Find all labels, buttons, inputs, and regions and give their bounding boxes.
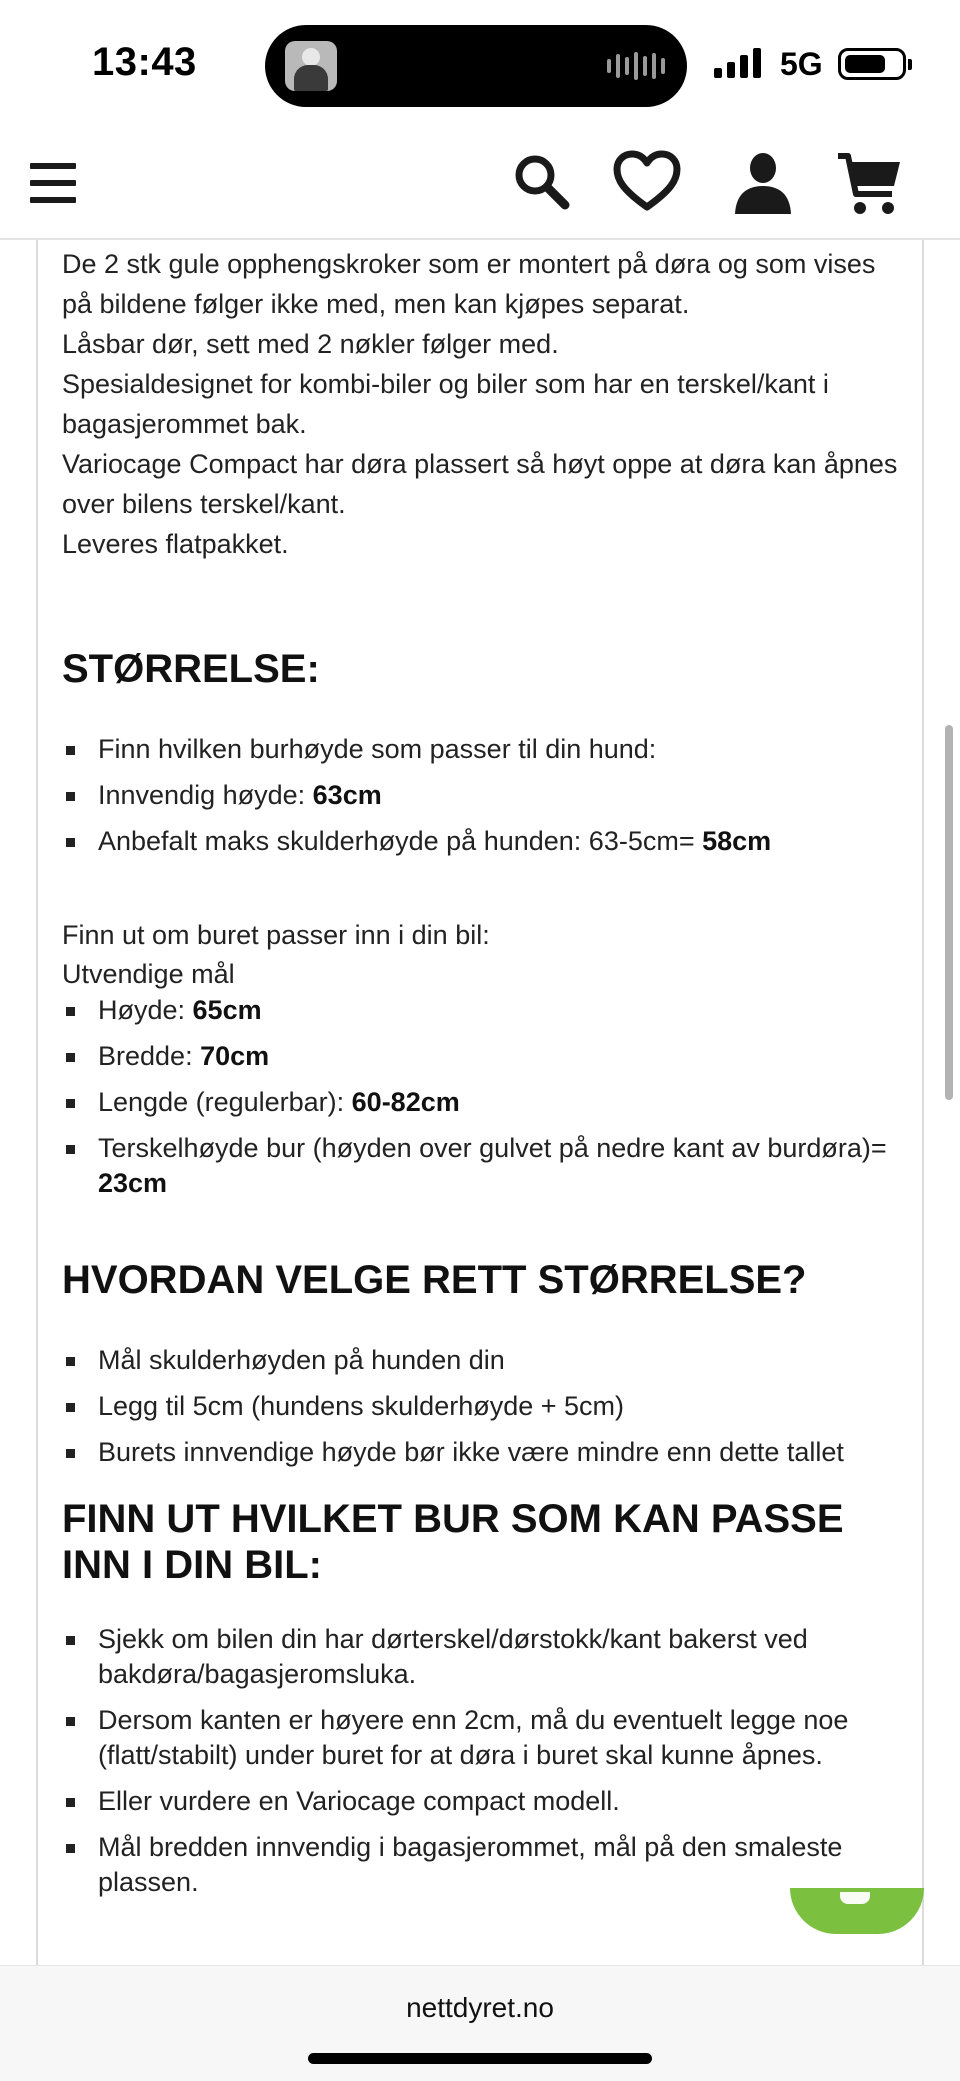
audio-waveform-icon xyxy=(607,52,665,80)
heart-icon[interactable] xyxy=(613,150,681,214)
cart-icon[interactable] xyxy=(836,150,902,220)
size-list xyxy=(62,732,902,859)
product-description xyxy=(38,180,922,1900)
fit-subheading: Utvendige mål xyxy=(62,959,235,989)
product-description-card xyxy=(36,180,924,1970)
network-type: 5G xyxy=(780,46,823,82)
menu-icon[interactable] xyxy=(30,163,76,203)
fit-intro xyxy=(62,915,902,993)
now-playing-thumbnail[interactable] xyxy=(285,41,337,91)
battery-icon xyxy=(838,48,906,80)
list-item: Dersom kanten er høyere enn 2cm, må du eventuelt legge noe (flatt/stabilt) under buret for at døra i buret skal kunne åpnes. xyxy=(62,1703,902,1773)
car-fit-list xyxy=(62,1622,902,1900)
home-indicator[interactable] xyxy=(308,2053,652,2064)
intro-line: Spesialdesignet for kombi-biler og biler som har en terskel/kant i bagasjerommet bak. xyxy=(62,369,829,439)
list-item: Eller vurdere en Variocage compact modell. xyxy=(62,1784,902,1819)
page-scrollbar[interactable] xyxy=(945,725,953,1100)
list-item: Legg til 5cm (hundens skulderhøyde + 5cm) xyxy=(62,1389,902,1424)
list-item: Bredde: 70cm xyxy=(62,1039,902,1074)
user-icon[interactable] xyxy=(733,150,793,216)
fit-line: Finn ut om buret passer inn i din bil: xyxy=(62,920,490,950)
url-text[interactable]: nettdyret.no xyxy=(406,1992,554,2023)
dimensions-list xyxy=(62,993,902,1201)
intro-line: Låsbar dør, sett med 2 nøkler følger med. xyxy=(62,329,559,359)
list-item: Burets innvendige høyde bør ikke være mindre enn dette tallet xyxy=(62,1435,902,1470)
search-icon[interactable] xyxy=(510,150,574,214)
list-item: Terskelhøyde bur (høyden over gulvet på nedre kant av burdøra)= 23cm xyxy=(62,1131,902,1201)
list-item: Sjekk om bilen din har dørterskel/dørstokk/kant bakerst ved bakdøra/bagasjeromsluka. xyxy=(62,1622,902,1692)
list-item: Lengde (regulerbar): 60-82cm xyxy=(62,1085,902,1120)
car-fit-heading: FINN UT HVILKET BUR SOM KAN PASSE INN I DIN BIL: xyxy=(62,1497,844,1587)
intro-line: De 2 stk gule opphengskroker som er montert på døra og som vises på bildene følger ikke med, men kan kjøpes separat. xyxy=(62,249,876,319)
site-header xyxy=(0,130,960,240)
browser-address-bar[interactable] xyxy=(0,1965,960,2081)
list-item: Finn hvilken burhøyde som passer til din hund: xyxy=(62,732,902,767)
status-bar xyxy=(0,0,960,130)
list-item: Mål skulderhøyden på hunden din xyxy=(62,1343,902,1378)
status-time: 13:43 xyxy=(92,40,197,84)
list-item: Høyde: 65cm xyxy=(62,993,902,1028)
size-heading: STØRRELSE: xyxy=(62,647,320,691)
list-item: Innvendig høyde: 63cm xyxy=(62,778,902,813)
choose-size-list xyxy=(62,1343,902,1470)
list-item: Anbefalt maks skulderhøyde på hunden: 63-5cm= 58cm xyxy=(62,824,902,859)
intro-line: Variocage Compact har døra plassert så høyt oppe at døra kan åpnes over bilens terskel/kant. xyxy=(62,449,898,519)
choose-size-heading: HVORDAN VELGE RETT STØRRELSE? xyxy=(62,1258,807,1302)
cellular-signal-icon xyxy=(714,48,761,78)
intro-line: Leveres flatpakket. xyxy=(62,529,289,559)
list-item: Mål bredden innvendig i bagasjerommet, mål på den smaleste plassen. xyxy=(62,1830,902,1900)
dynamic-island[interactable] xyxy=(265,25,687,107)
